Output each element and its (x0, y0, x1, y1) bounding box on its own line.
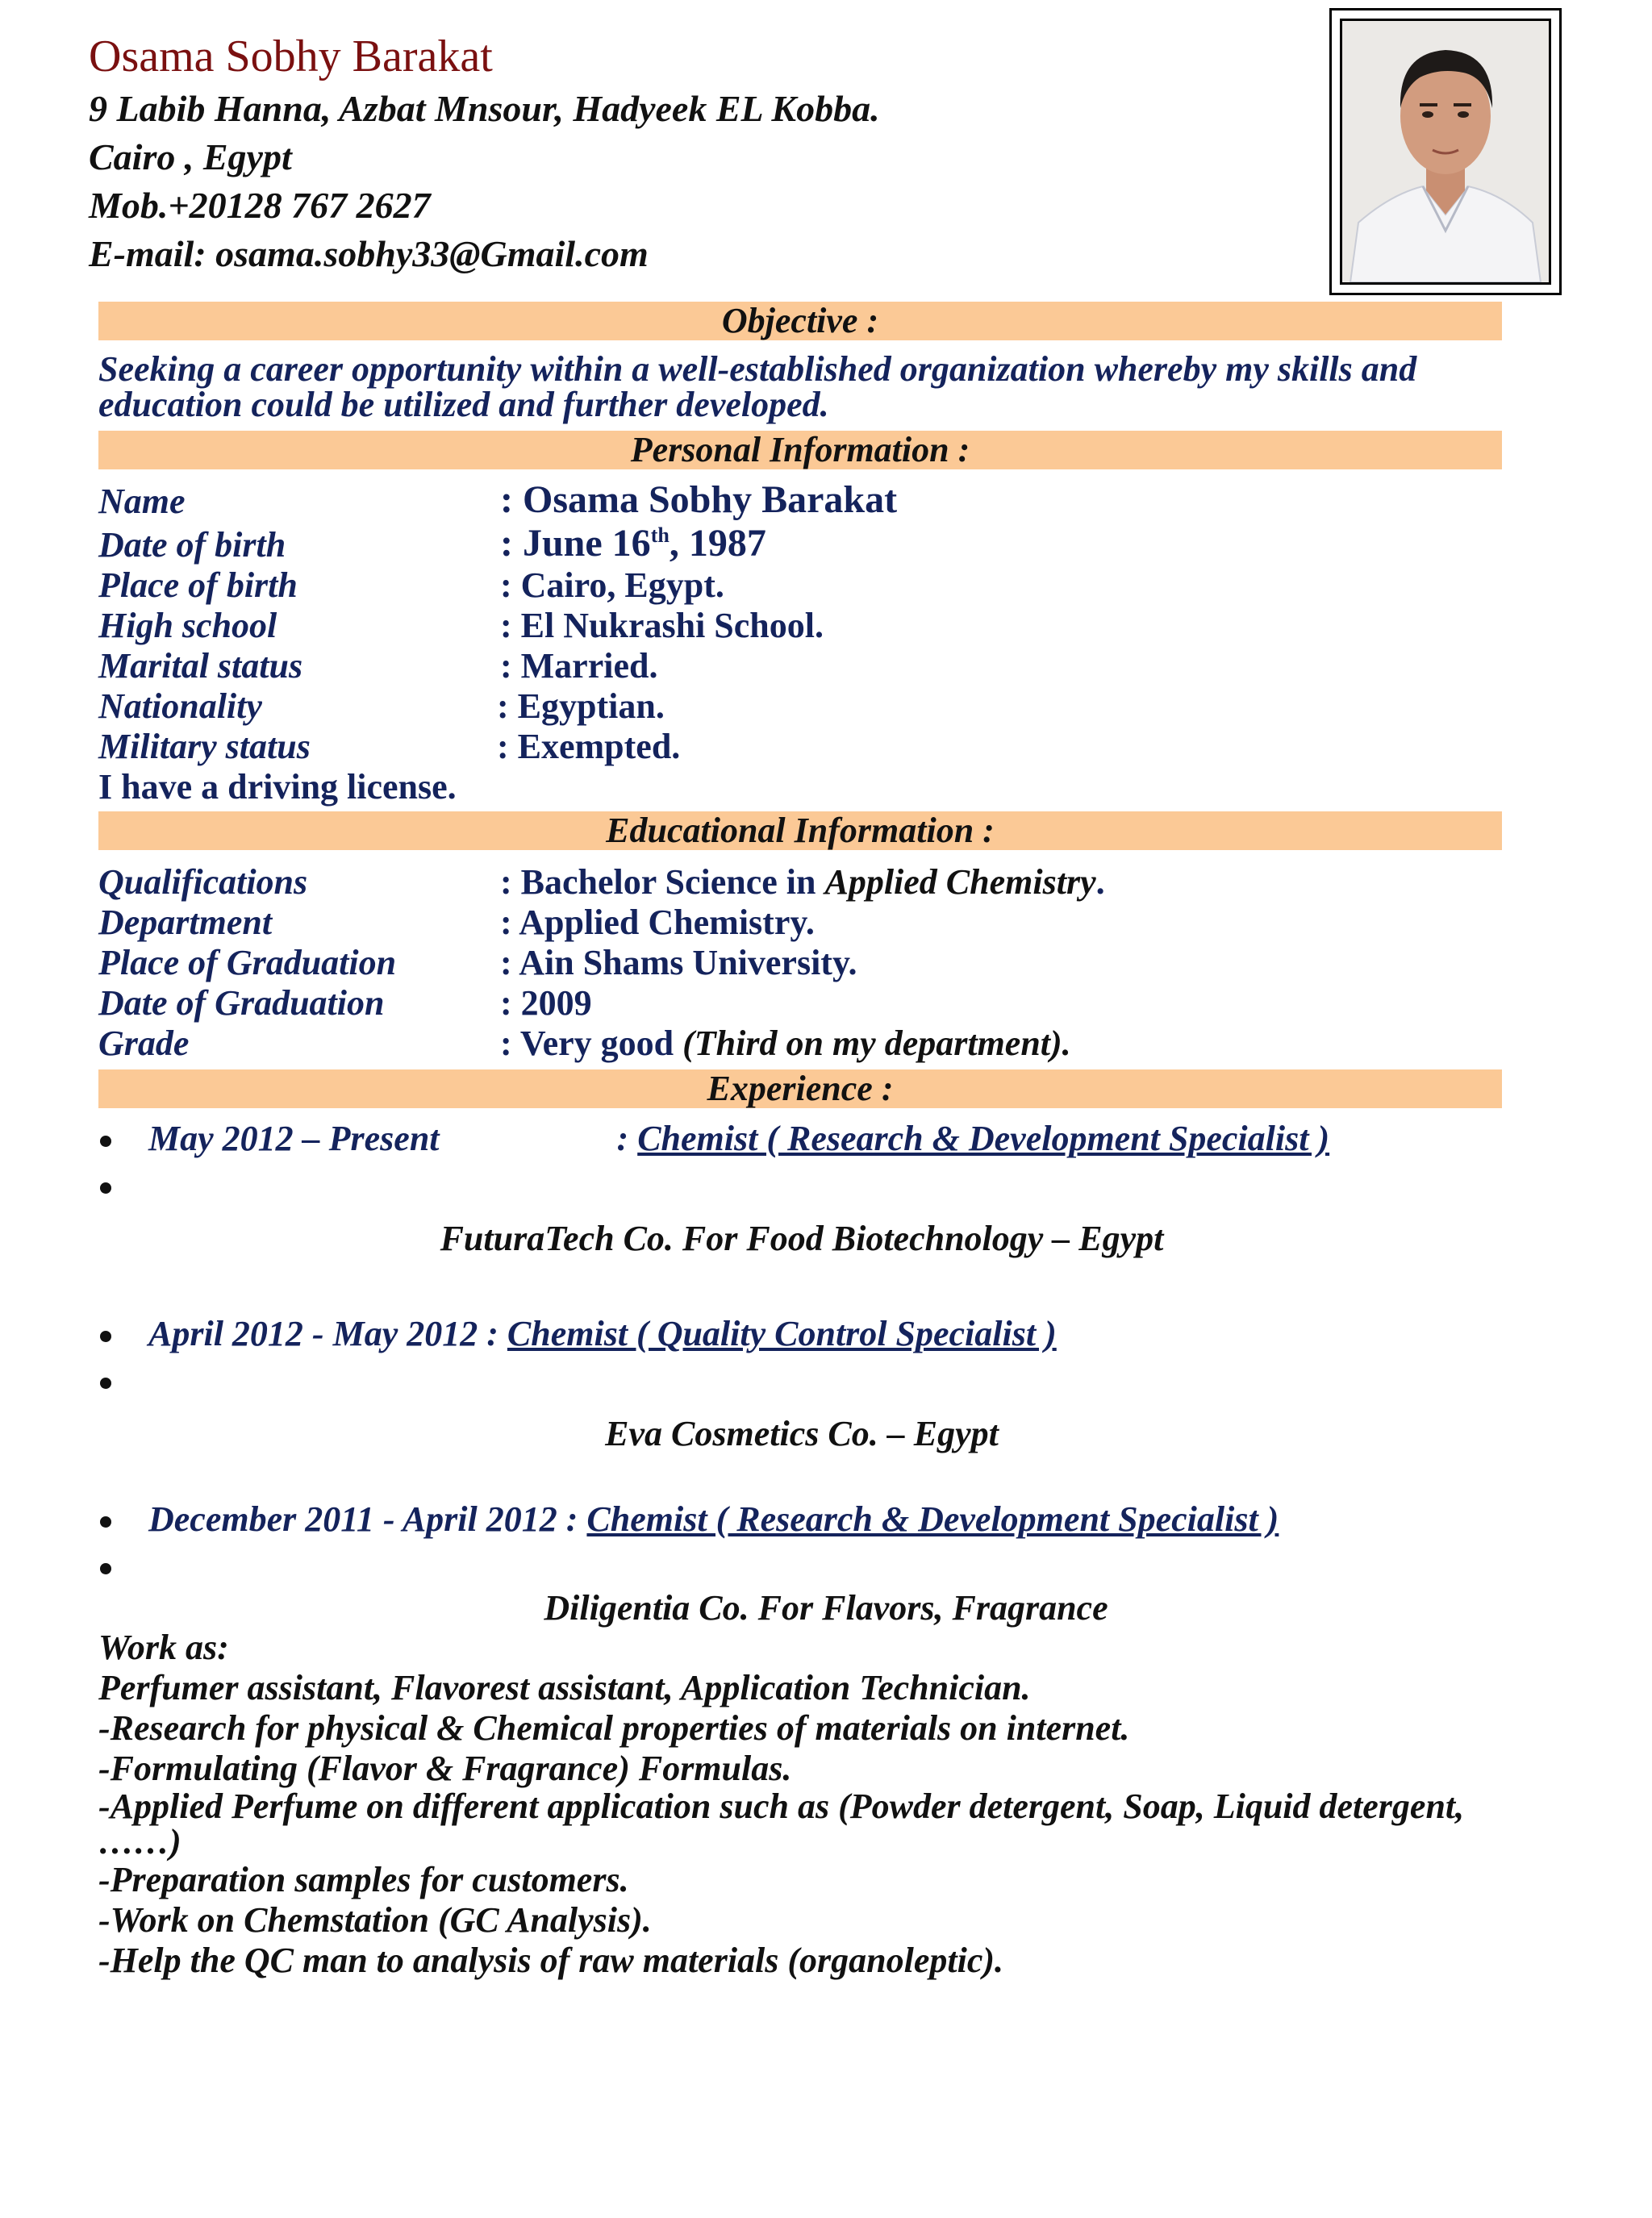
marital-label: Marital status (98, 646, 303, 686)
driving-license-note: I have a driving license. (98, 767, 457, 807)
section-education-header: Educational Information : (98, 811, 1502, 850)
bullet-icon (100, 1136, 111, 1147)
experience-role: Chemist ( Quality Control Specialist ) (507, 1314, 1057, 1353)
bullet-icon (100, 1331, 111, 1342)
personal-name-label: Name (98, 482, 186, 521)
work-task: -Preparation samples for customers. (98, 1860, 629, 1899)
experience-role: Chemist ( Research & Development Specialist ) (586, 1499, 1279, 1539)
qualifications-value: : Bachelor Science in Applied Chemistry. (500, 862, 1105, 902)
graduation-place-value: : Ain Shams University. (500, 943, 857, 982)
bullet-icon (100, 1378, 111, 1389)
grade-label: Grade (98, 1024, 190, 1063)
email-address: E-mail: osama.sobhy33@Gmail.com (89, 233, 649, 274)
work-task: -Research for physical & Chemical properties of materials on internet. (98, 1708, 1130, 1748)
graduation-place-label: Place of Graduation (98, 943, 397, 982)
bullet-icon (100, 1563, 111, 1574)
pob-value: : Cairo, Egypt. (500, 565, 724, 605)
section-experience-header: Experience : (98, 1069, 1502, 1108)
person-photo-icon (1340, 19, 1551, 285)
military-value: : Exempted. (497, 727, 681, 766)
experience-item: April 2012 - May 2012 : Chemist ( Quality Control Specialist ) (148, 1314, 1057, 1353)
experience-item: December 2011 - April 2012 : Chemist ( Research & Development Specialist ) (148, 1499, 1279, 1539)
qualifications-label: Qualifications (98, 862, 308, 902)
nationality-label: Nationality (98, 686, 262, 726)
work-roles: Perfumer assistant, Flavorest assistant, Application Technician. (98, 1668, 1031, 1707)
resume-name: Osama Sobhy Barakat (89, 31, 493, 81)
experience-period: December 2011 - April 2012 (148, 1499, 557, 1539)
address-line-2: Cairo , Egypt (89, 136, 292, 177)
experience-period: April 2012 - May 2012 (148, 1314, 478, 1353)
experience-company: Eva Cosmetics Co. – Egypt (605, 1414, 999, 1453)
experience-role: Chemist ( Research & Development Specialist ) (637, 1119, 1330, 1158)
profile-photo-frame (1329, 8, 1562, 295)
grade-value: : Very good (Third on my department). (500, 1024, 1071, 1063)
personal-name-value: : Osama Sobhy Barakat (500, 478, 898, 521)
bullet-icon (100, 1182, 111, 1194)
nationality-value: : Egyptian. (497, 686, 665, 726)
objective-text: Seeking a career opportunity within a well-established organization whereby my skills and education could be utilized and further developed. (98, 349, 1417, 424)
work-heading: Work as: (98, 1628, 229, 1667)
experience-period: May 2012 – Present (148, 1119, 440, 1158)
address-line-1: 9 Labib Hanna, Azbat Mnsour, Hadyeek EL Kobba. (89, 88, 880, 129)
experience-company: Diligentia Co. For Flavors, Fragrance (544, 1588, 1108, 1628)
dob-value: : June 16th, 1987 (500, 522, 766, 565)
work-task: -Work on Chemstation (GC Analysis). (98, 1900, 652, 1940)
work-task: -Formulating (Flavor & Fragrance) Formulas. (98, 1749, 792, 1788)
work-description (98, 1628, 1534, 1981)
work-task: -Help the QC man to analysis of raw materials (organoleptic). (98, 1941, 1004, 1980)
military-label: Military status (98, 727, 311, 766)
school-value: : El Nukrashi School. (500, 606, 824, 645)
work-task: -Applied Perfume on different application such as (Powder detergent, Soap, Liquid detergent, ……) (98, 1786, 1465, 1862)
department-value: : Applied Chemistry. (500, 903, 815, 942)
dob-label: Date of birth (98, 525, 286, 565)
department-label: Department (98, 903, 273, 942)
pob-label: Place of birth (98, 565, 298, 605)
school-label: High school (98, 606, 277, 645)
graduation-date-value: : 2009 (500, 983, 592, 1023)
marital-value: : Married. (500, 646, 658, 686)
graduation-date-label: Date of Graduation (98, 983, 385, 1023)
bullet-icon (100, 1516, 111, 1528)
section-objective-header: Objective : (98, 302, 1502, 340)
experience-item: May 2012 – Present : Chemist ( Research & Development Specialist ) (148, 1119, 1330, 1158)
experience-company: FuturaTech Co. For Food Biotechnology – Egypt (440, 1219, 1164, 1258)
section-personal-header: Personal Information : (98, 431, 1502, 469)
mobile-number: Mob.+20128 767 2627 (89, 185, 431, 226)
